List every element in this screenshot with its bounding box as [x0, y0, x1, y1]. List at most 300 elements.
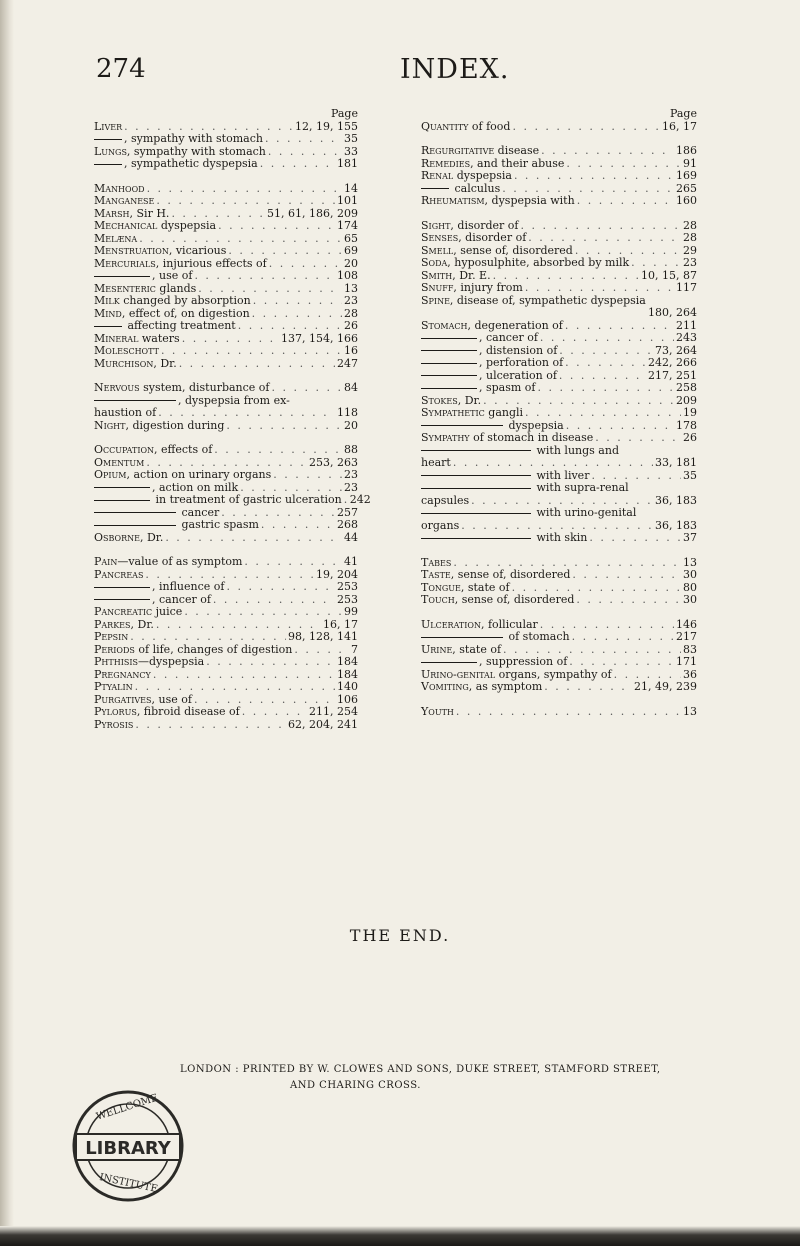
page-reference: 13	[683, 704, 697, 718]
entry-text	[94, 420, 224, 433]
entry-headword: Smith	[421, 268, 453, 282]
page-reference: 84	[344, 381, 358, 394]
page-reference: 99	[344, 605, 358, 618]
entry-headword: Tongue	[421, 580, 461, 594]
page-binding-shadow	[0, 0, 14, 1246]
leader-dots	[218, 220, 335, 233]
entry-headword: Pepsin	[94, 630, 129, 643]
page-reference: 23	[344, 468, 358, 481]
entry-subtext: , and their abuse	[470, 156, 565, 170]
entry-subtext: , injurious effects of	[155, 256, 267, 270]
entry-headword: Purgatives	[94, 692, 152, 706]
entry-headword: Smell	[421, 243, 454, 257]
page-reference: 20	[344, 256, 358, 270]
page-reference: 209	[676, 393, 697, 407]
index-entry	[421, 195, 697, 208]
leader-dots	[182, 333, 279, 346]
the-end-heading: THE END.	[349, 926, 451, 945]
entry-subtext: juice	[152, 605, 183, 618]
entry-subtext: with liver	[533, 468, 590, 482]
entry-headword: Manganese	[94, 194, 155, 207]
index-entry	[94, 358, 358, 371]
page-reference: 160	[676, 194, 697, 207]
repeat-dash	[94, 525, 176, 526]
leader-dots	[265, 133, 342, 146]
page-reference: 253	[337, 580, 358, 593]
entry-subtext: disease	[494, 144, 540, 157]
page-reference: 29	[683, 243, 697, 257]
entry-headword: Spine	[421, 293, 450, 307]
entry-subtext: of stomach in disease	[469, 431, 594, 444]
page-reference: 83	[683, 642, 697, 656]
leader-dots	[572, 631, 674, 644]
leader-dots	[213, 594, 335, 607]
leader-dots	[540, 332, 674, 345]
index-entry	[94, 493, 371, 507]
entry-headword: Stokes	[421, 393, 458, 407]
entry-headword: Pylorus	[94, 705, 137, 718]
leader-dots	[344, 494, 348, 507]
page-reference: 257	[337, 505, 358, 519]
page-reference: 51, 61, 186, 209	[267, 206, 358, 220]
page-reference: 26	[344, 319, 358, 332]
entry-headword: Osborne	[94, 530, 140, 544]
stamp-top-text: WELLCOME	[94, 1092, 160, 1123]
leader-dots	[206, 656, 335, 669]
entry-headword: Milk	[94, 294, 120, 307]
entry-subtext: , disorder of	[458, 231, 527, 244]
repeat-dash	[94, 276, 150, 277]
entry-subtext: dyspepsia	[453, 169, 512, 182]
leader-dots	[161, 345, 342, 358]
page-reference: 7	[351, 642, 358, 656]
entry-subtext: , action on milk	[152, 480, 239, 494]
repeat-dash	[421, 188, 449, 189]
index-column-left	[94, 107, 371, 731]
entry-text	[421, 121, 510, 134]
entry-headword: Parkes	[94, 617, 131, 631]
repeat-dash	[94, 599, 150, 600]
entry-subtext: haustion of	[94, 406, 157, 419]
page-reference: 13	[683, 555, 697, 569]
index-entry	[421, 121, 697, 134]
entry-subtext: cancer	[178, 505, 220, 519]
entry-subtext: , effect of, on digestion	[121, 306, 250, 320]
page-reference: 217, 251	[648, 368, 697, 382]
leader-dots	[268, 146, 342, 159]
entry-headword: Melæna	[94, 231, 138, 245]
leader-dots	[559, 345, 653, 358]
page-reference: 65	[344, 231, 358, 245]
entry-subtext: , Dr. E.	[452, 268, 491, 282]
printer-imprint-line2: AND CHARING CROSS.	[290, 1080, 421, 1091]
repeat-dash	[94, 587, 150, 588]
entry-headword: Periods	[94, 642, 135, 656]
entry-subtext: , ulceration of	[479, 368, 557, 382]
repeat-dash	[421, 538, 531, 539]
entry-subtext: in treatment of gastric ulceration	[152, 493, 342, 506]
index-entry	[421, 332, 697, 345]
index-entry	[421, 357, 697, 370]
entry-subtext: glands	[155, 281, 197, 295]
page-reference: 36, 183	[655, 493, 697, 507]
entry-headword: Mesenteric	[94, 281, 156, 295]
page-reference: 106	[337, 692, 358, 706]
page-reference: 268	[337, 518, 358, 531]
page-reference: 242, 266	[648, 356, 697, 369]
repeat-dash	[94, 500, 150, 501]
leader-dots	[153, 669, 335, 682]
entry-subtext: , sense of, disordered	[450, 568, 571, 581]
group-gap	[421, 694, 697, 706]
page-reference: 36, 183	[655, 518, 697, 532]
entry-headword: Sight	[421, 218, 451, 232]
page-reference: 30	[683, 593, 697, 606]
entry-headword: Mechanical	[94, 219, 158, 232]
page-reference: 118	[337, 406, 358, 419]
entry-subtext: , perforation of	[479, 356, 564, 369]
entry-headword: Quantity	[421, 119, 469, 133]
repeat-dash	[421, 338, 477, 339]
entry-headword: Regurgitative	[421, 144, 495, 157]
leader-dots	[589, 532, 681, 545]
entry-headword: Night	[94, 418, 126, 432]
entry-headword: Phthisis	[94, 655, 138, 668]
index-entry	[94, 669, 358, 682]
entry-subtext: of food	[468, 119, 511, 133]
entry-subtext: , use of	[152, 269, 193, 282]
repeat-dash	[94, 164, 122, 165]
entry-subtext: , Dr.	[457, 393, 482, 407]
leader-dots	[577, 195, 674, 208]
repeat-dash	[421, 450, 531, 451]
entry-subtext: , Dr.	[153, 356, 177, 370]
entry-subtext: , Sir H.	[129, 206, 170, 220]
page-reference: 169	[676, 169, 697, 182]
page-reference: 211, 254	[309, 705, 358, 718]
leader-dots	[538, 382, 674, 395]
entry-headword: Taste	[421, 568, 451, 581]
page-reference: 186	[676, 144, 697, 157]
index-entry	[94, 532, 358, 545]
page-column-header: Page	[330, 107, 358, 120]
page-reference: 184	[337, 655, 358, 668]
page-reference: 26	[683, 431, 697, 444]
entry-subtext: calculus	[451, 181, 501, 195]
page-reference: 14	[344, 181, 358, 195]
entry-subtext: with lungs and	[533, 443, 619, 457]
index-column-right	[421, 108, 697, 718]
repeat-dash	[421, 513, 531, 514]
leader-dots	[135, 719, 286, 732]
entry-subtext: , injury from	[453, 281, 523, 294]
entry-headword: Nervous	[94, 381, 140, 394]
entry-subtext: dyspepsia	[157, 219, 217, 232]
repeat-dash	[94, 139, 122, 140]
page-reference: 258	[676, 381, 697, 394]
repeat-dash	[94, 326, 122, 327]
repeat-dash	[94, 487, 150, 488]
entry-text	[94, 158, 258, 171]
page-reference: 80	[683, 580, 697, 594]
entry-subtext: dyspepsia	[505, 418, 564, 432]
library-stamp	[68, 1082, 198, 1206]
page-reference: 265	[676, 181, 697, 195]
index-entry	[94, 158, 358, 171]
entry-headword: Pyrosis	[94, 717, 134, 731]
leader-dots	[226, 420, 342, 433]
page-reference: 10, 15, 87	[641, 268, 697, 282]
entry-headword: Pancreatic	[94, 605, 153, 618]
entry-text	[94, 358, 177, 371]
entry-headword: Liver	[94, 119, 123, 133]
entry-headword: Pregnancy	[94, 667, 151, 681]
entry-headword: Ptyalin	[94, 680, 133, 693]
entry-headword: Urine	[421, 642, 453, 656]
leader-dots	[512, 121, 660, 134]
leader-dots	[566, 158, 681, 171]
leader-dots	[244, 556, 342, 569]
page-reference: 44	[344, 530, 358, 544]
page-reference: 33, 181	[655, 456, 697, 469]
entry-headword: Manhood	[94, 181, 145, 195]
entry-subtext: , sense of, disordered	[454, 593, 575, 606]
page-reference: 73, 264	[655, 343, 697, 357]
entry-text	[94, 121, 122, 134]
page-reference: 88	[344, 443, 358, 456]
page-bottom-edge	[0, 1226, 800, 1246]
index-entry	[94, 719, 358, 732]
entry-headword: Moleschott	[94, 344, 159, 357]
entry-headword: Youth	[421, 704, 454, 718]
page-reference: 35	[683, 468, 697, 482]
entry-headword: Pain	[94, 555, 118, 568]
entry-subtext: , dyspepsia with	[484, 194, 575, 207]
entry-headword: Touch	[421, 593, 455, 606]
entry-subtext: , follicular	[480, 617, 538, 631]
leader-dots	[514, 170, 674, 183]
entry-subtext: , sympathy with stomach	[124, 132, 263, 145]
page-reference: 16, 17	[323, 617, 358, 631]
entry-text	[421, 495, 469, 508]
entry-subtext: , degeneration of	[467, 318, 563, 332]
stamp-label: LIBRARY	[85, 1138, 171, 1159]
index-entry	[421, 507, 697, 520]
page-reference: 108	[337, 269, 358, 282]
leader-dots	[521, 220, 682, 233]
repeat-dash	[421, 375, 477, 376]
entry-subtext: , suppression of	[479, 655, 568, 668]
repeat-dash	[421, 363, 477, 364]
page-reference: 171	[676, 655, 697, 668]
index-entry	[94, 258, 358, 271]
entry-headword: Marsh	[94, 206, 130, 220]
entry-headword: Tabes	[421, 555, 452, 569]
page-reference: 180, 264	[648, 306, 697, 319]
index-entry	[421, 594, 697, 607]
entry-subtext: , Dr.	[139, 530, 164, 544]
entry-headword: Murchison	[94, 356, 154, 370]
page-reference: 28	[344, 306, 358, 320]
leader-dots	[194, 270, 335, 283]
page-reference: 16, 17	[662, 119, 697, 133]
leader-dots	[184, 606, 342, 619]
leader-dots	[214, 444, 342, 457]
index-entry	[94, 581, 358, 594]
entry-headword: Opium	[94, 468, 127, 481]
page-reference: 35	[344, 132, 358, 145]
page-reference: 62, 204, 241	[288, 717, 358, 731]
repeat-dash	[421, 637, 503, 638]
running-head: INDEX.	[400, 54, 510, 85]
entry-subtext: , fibroid disease of	[136, 705, 240, 718]
page-reference: 211	[676, 318, 697, 332]
entry-subtext: —value of as symptom	[117, 555, 243, 568]
entry-text	[421, 195, 575, 208]
page-reference: 36	[683, 667, 697, 681]
page-reference: 23	[344, 294, 358, 307]
leader-dots	[242, 706, 307, 719]
entry-headword: Snuff	[421, 281, 454, 294]
entry-subtext: waters	[138, 331, 180, 345]
entry-subtext: , effects of	[154, 443, 213, 456]
index-entry	[421, 681, 697, 694]
index-entry	[421, 370, 697, 383]
entry-headword: Senses	[421, 231, 459, 244]
entry-headword: Occupation	[94, 443, 155, 456]
entry-text	[421, 520, 459, 533]
entry-headword: Rheumatism	[421, 194, 485, 207]
page-reference: 23	[683, 256, 697, 269]
repeat-dash	[94, 512, 176, 513]
entry-headword: Lungs	[94, 144, 127, 158]
page-reference: 28	[683, 231, 697, 244]
entry-text	[421, 457, 451, 470]
entry-subtext: with skin	[533, 531, 588, 544]
entry-subtext: , cancer of	[479, 331, 538, 344]
page-reference: 13	[344, 281, 358, 295]
leader-dots	[269, 258, 342, 271]
page-reference: 23	[344, 480, 358, 494]
entry-headword: Mercurials	[94, 256, 156, 270]
entry-subtext: , as symptom	[468, 680, 543, 693]
entry-subtext: capsules	[421, 493, 470, 507]
entry-text	[421, 681, 542, 694]
page-reference: 146	[676, 617, 697, 631]
leader-dots	[544, 681, 632, 694]
entry-subtext: , cancer of	[152, 592, 211, 606]
entry-subtext: , spasm of	[479, 381, 536, 394]
entry-subtext: with supra-renal	[533, 481, 629, 494]
entry-subtext: , action on urinary organs	[126, 468, 272, 481]
entry-subtext: gangli	[484, 406, 524, 419]
page-reference: 242	[349, 493, 371, 506]
index-entry	[94, 569, 358, 582]
entry-subtext: , state of	[452, 642, 502, 656]
leader-dots	[576, 594, 681, 607]
page-reference: 19	[683, 406, 697, 419]
page-reference: 174	[337, 219, 358, 232]
index-entry	[94, 706, 358, 719]
group-gap	[421, 545, 697, 557]
repeat-dash	[421, 662, 477, 663]
leader-dots	[252, 308, 342, 321]
repeat-dash	[421, 350, 477, 351]
entry-headword: Mineral	[94, 331, 139, 345]
page-reference: 253	[337, 592, 358, 606]
entry-headword: Remedies	[421, 156, 471, 170]
leader-dots	[273, 469, 342, 482]
entry-text	[421, 532, 587, 545]
entry-subtext: , Dr.	[130, 617, 154, 631]
entry-headword: Pancreas	[94, 567, 144, 581]
entry-text	[94, 719, 133, 732]
leader-dots	[559, 370, 646, 383]
page-reference: 20	[344, 418, 358, 432]
leader-dots	[165, 532, 342, 545]
entry-subtext: , digestion during	[125, 418, 225, 432]
entry-subtext: of life, changes of digestion	[134, 642, 293, 656]
leader-dots	[260, 158, 335, 171]
entry-headword: Sympathetic	[421, 406, 485, 419]
entry-headword: Menstruation	[94, 244, 169, 257]
leader-dots	[238, 320, 342, 333]
entry-text	[421, 295, 646, 308]
page-number: 274	[96, 54, 146, 84]
entry-subtext: , dyspepsia from ex-	[178, 393, 290, 407]
leader-dots	[253, 295, 342, 308]
printer-imprint-line1: LONDON : PRINTED BY W. CLOWES AND SONS, DUKE STREET, STAMFORD STREET,	[180, 1064, 661, 1075]
entry-headword: Omentum	[94, 455, 145, 469]
leader-dots	[226, 581, 335, 594]
entry-text	[421, 594, 574, 607]
repeat-dash	[421, 425, 503, 426]
page-reference: 37	[683, 531, 697, 544]
leader-dots	[179, 358, 335, 371]
entry-headword: Ulceration	[421, 617, 481, 631]
page-reference: 30	[683, 568, 697, 581]
page-reference: 101	[337, 194, 358, 207]
leader-dots	[456, 706, 681, 719]
page-reference: 21, 49, 239	[634, 680, 697, 693]
leader-dots	[147, 183, 342, 196]
page-reference: 69	[344, 244, 358, 257]
entry-subtext: , disease of, sympathetic dyspepsia	[449, 293, 646, 307]
entry-subtext: , use of	[151, 692, 192, 706]
page-reference: 247	[337, 356, 358, 370]
page-reference: 41	[344, 555, 358, 568]
stamp-bottom-text: INSTITUTE	[98, 1172, 159, 1196]
entry-subtext: , distension of	[479, 343, 558, 357]
entry-headword: Sympathy	[421, 431, 470, 444]
page-reference: 178	[676, 418, 697, 432]
page-reference: 98, 128, 141	[288, 630, 358, 643]
page-reference: 91	[683, 156, 697, 170]
leader-dots	[565, 320, 674, 333]
entry-subtext: system, disturbance of	[139, 381, 270, 394]
entry-subtext: , vicarious	[168, 244, 227, 257]
entry-subtext: , sense of, disordered	[453, 243, 573, 257]
entry-subtext: —dyspepsia	[137, 655, 205, 668]
index-entry	[421, 320, 697, 333]
entry-headword: Mind	[94, 306, 122, 320]
page-reference: 117	[676, 281, 697, 294]
page-reference: 184	[337, 667, 358, 681]
page-header	[0, 54, 800, 94]
entry-subtext: , sympathetic dyspepsia	[124, 157, 258, 170]
leader-dots	[261, 519, 335, 532]
page-reference: 253, 263	[309, 455, 358, 469]
